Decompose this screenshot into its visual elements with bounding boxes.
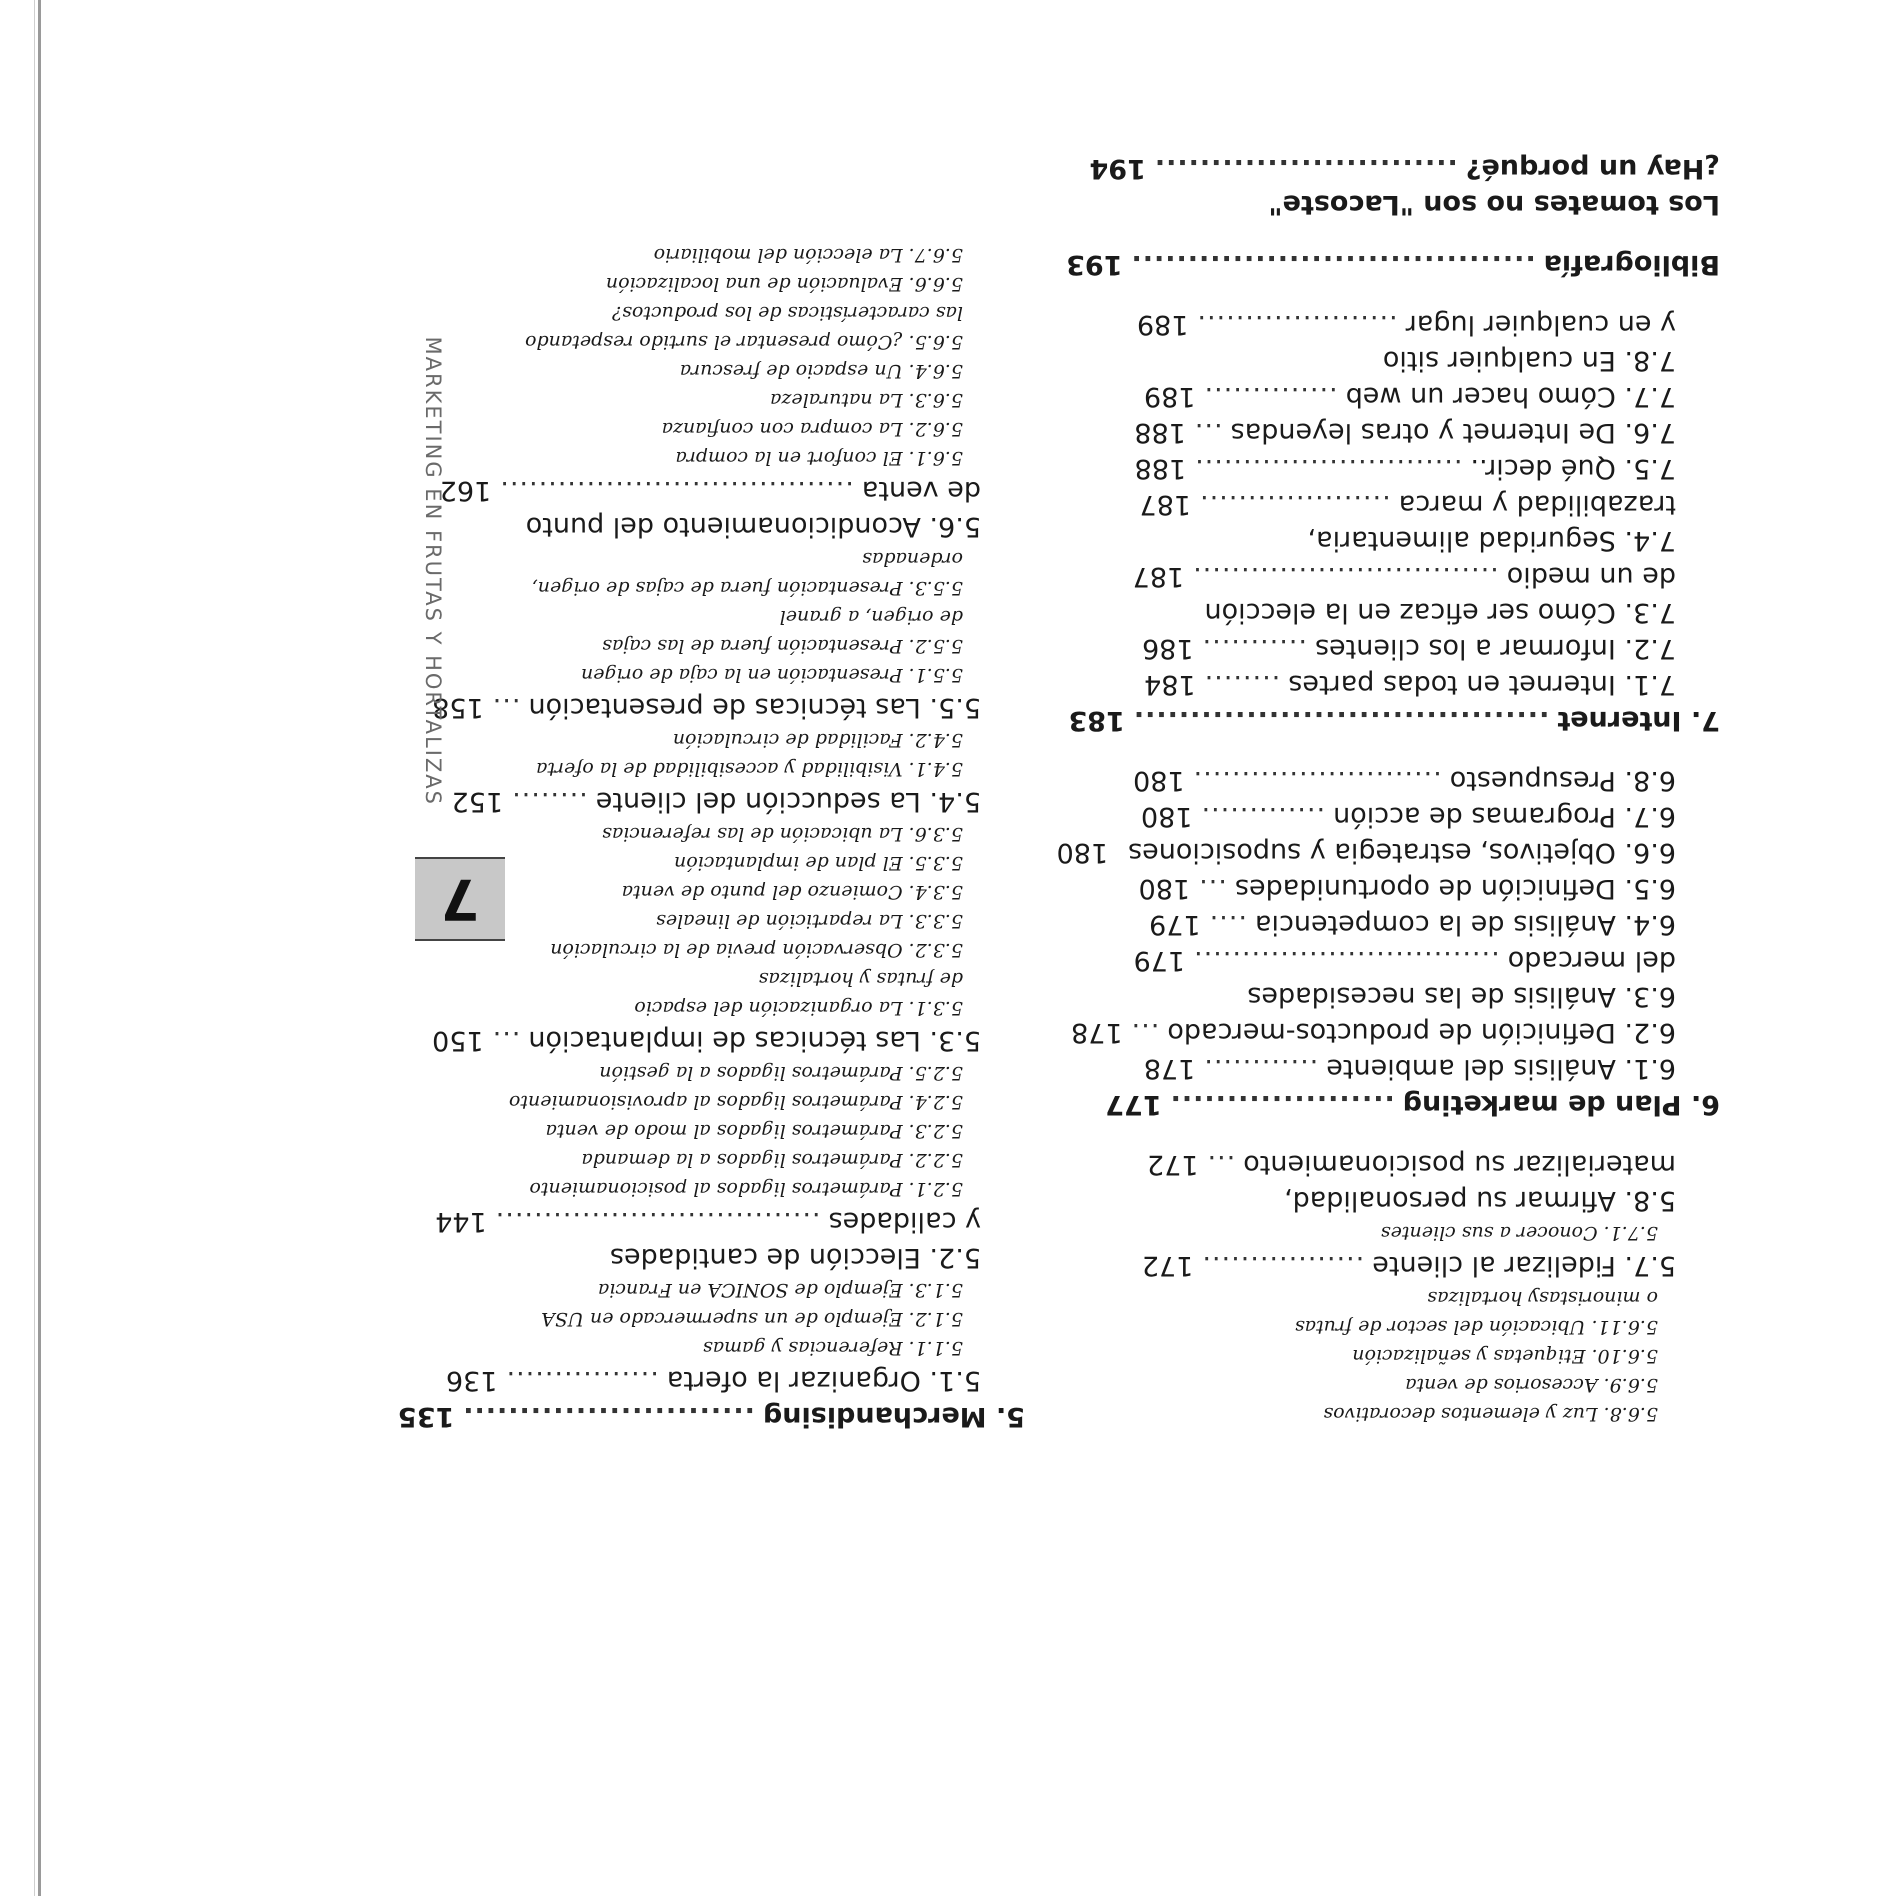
dot-leader: ........	[1203, 669, 1281, 700]
toc-entry-title: 7.2. Informar a los clientes	[1315, 633, 1676, 664]
toc-entry-level-3	[1000, 1341, 1720, 1370]
toc-entry-title: 5.5. Las técnicas de presentación	[528, 692, 981, 723]
toc-entry-title: 5.4. La seducción del cliente	[595, 786, 981, 817]
toc-entry-level-3	[305, 1174, 1025, 1203]
toc-page-number: 187	[1132, 561, 1185, 592]
toc-entry-level-3	[305, 385, 1025, 414]
toc-entry-row	[1000, 558, 1676, 594]
toc-entry-title: del mercado	[1507, 945, 1676, 976]
toc-entry-title: 5.5.3. Presentación fuera de cajas de origen,	[531, 577, 963, 599]
toc-entry-level-3	[305, 819, 1025, 848]
toc-entry-row	[305, 1022, 981, 1058]
toc-entry-title: 5.2.2. Parámetros ligados a la demanda	[581, 1149, 963, 1171]
toc-page-number: 150	[432, 1025, 484, 1056]
toc-page-number: 162	[439, 475, 492, 506]
dot-leader: ...	[1130, 1017, 1160, 1048]
toc-entry-level-3	[305, 935, 1025, 964]
dot-leader: ............................	[1194, 453, 1463, 484]
toc-entry-title: 5.5.2. Presentación fuera de las cajas	[602, 635, 963, 657]
toc-entry-level-2	[1000, 834, 1720, 870]
toc-entry-row	[1000, 666, 1676, 702]
toc-entry-title: 5.2.4. Parámetros ligados al aprovisionamiento	[508, 1091, 963, 1113]
toc-page-number: 158	[432, 692, 484, 723]
toc-entry-level-2	[1000, 414, 1720, 450]
toc-entry-row	[305, 1203, 981, 1239]
toc-entry-title: las características de los productos?	[612, 302, 963, 324]
toc-page-number: 152	[451, 786, 504, 817]
toc-entry-level-3	[305, 240, 1025, 269]
toc-entry-row	[1000, 1247, 1676, 1283]
toc-entry-level-2	[1000, 870, 1720, 906]
toc-entry-level-3	[305, 1087, 1025, 1116]
toc-entry-level-3	[305, 298, 1025, 356]
toc-entry-level-3	[305, 1116, 1025, 1145]
toc-entry-title: 5.3.3. La repartición de lineales	[656, 910, 963, 932]
toc-entry-title: Bibliografía	[1543, 249, 1720, 280]
toc-entry-row	[1000, 150, 1720, 186]
dot-leader: .....................	[1196, 309, 1398, 340]
toc-entry-level-3	[1000, 1218, 1720, 1247]
toc-entry-level-1	[1000, 1086, 1720, 1122]
toc-entry-title: 5.2.5. Parámetros ligados a la gestión	[599, 1062, 963, 1084]
dot-leader: ........	[511, 786, 588, 817]
toc-page-number: 172	[1146, 1149, 1199, 1180]
toc-entry-level-3	[305, 964, 1025, 1022]
toc-entry-title: 7.5. Qué decir..	[1470, 453, 1676, 484]
dot-leader: ..............	[1203, 381, 1338, 412]
toc-page-number: 180	[1133, 765, 1185, 796]
toc-entry-title: 5.6.5. ¿Cómo presentar el surtido respetando	[525, 331, 963, 353]
toc-entry-title: 6.6. Objetivos, estrategia y suposiciones	[1128, 837, 1676, 868]
toc-page-number: 179	[1133, 945, 1186, 976]
toc-entry-level-3	[305, 544, 1025, 602]
toc-entry-level-2	[1000, 630, 1720, 666]
toc-entry-row	[1000, 450, 1676, 486]
dot-leader: ...	[1193, 417, 1223, 448]
toc-entry-title: y en cualquier lugar	[1405, 309, 1676, 340]
toc-entry-level-2	[305, 1203, 1025, 1275]
dot-leader: ....................	[1169, 1089, 1395, 1120]
toc-entry-row	[1000, 1014, 1676, 1050]
dot-leader: ................................	[1192, 561, 1499, 592]
toc-entry-title: 5.6.2. La compra con confianza	[661, 418, 963, 440]
dot-leader: ............	[1203, 1053, 1319, 1084]
dot-leader: .....................................	[1132, 705, 1550, 736]
toc-page-number: 180	[1056, 837, 1109, 868]
toc-entry-level-2	[305, 472, 1025, 544]
toc-entry-level-3	[305, 848, 1025, 877]
toc-entry-title: 5.8. Afirmar su personalidad,	[1283, 1185, 1676, 1216]
dot-leader: ....................	[1199, 489, 1391, 520]
toc-entry-title: 5.3.4. Comienzo del punto de venta	[621, 881, 963, 903]
toc-entry-title: 5.2.1. Parámetros ligados al posicionamiento	[529, 1178, 963, 1200]
toc-entry-title: 7.1. Internet en todas partes	[1288, 669, 1676, 700]
toc-entry-row	[305, 472, 981, 508]
toc-entry-row	[305, 1362, 981, 1398]
toc-entry-title: 5.6.3. La naturaleza	[770, 389, 963, 411]
dot-leader: ...	[491, 1025, 521, 1056]
dot-leader: .............	[1200, 801, 1326, 832]
toc-column-second	[1000, 150, 1720, 1428]
toc-page-number: 179	[1149, 909, 1201, 940]
toc-entry-level-1	[1000, 702, 1720, 738]
toc-page-number: 193	[1066, 249, 1123, 280]
toc-entry-title: 6. Plan de marketing	[1402, 1089, 1720, 1120]
dot-leader: ..........................	[1192, 765, 1442, 796]
dot-leader: ....	[1208, 909, 1247, 940]
dot-leader: ...	[1198, 873, 1227, 904]
toc-entry-title: de venta	[861, 475, 981, 506]
toc-entry-level-2	[305, 689, 1025, 725]
toc-entry-level-2	[1000, 1050, 1720, 1086]
toc-entry-title: 6.8. Presupuesto	[1449, 765, 1676, 796]
toc-entry-title: 5.1. Organizar la oferta	[666, 1365, 981, 1396]
toc-entry-title: 7.8. En cualquier sitio	[1382, 345, 1676, 376]
toc-entry-title: y calidades	[828, 1206, 981, 1237]
toc-entry-row	[1000, 870, 1676, 906]
toc-page-number: 177	[1105, 1089, 1162, 1120]
toc-entry-title: 6.1. Análisis del ambiente	[1326, 1053, 1676, 1084]
toc-entry-level-3	[305, 1058, 1025, 1087]
toc-page-number: 194	[1089, 153, 1146, 184]
toc-entry-row	[305, 783, 981, 819]
toc-page-number: 172	[1141, 1250, 1194, 1281]
toc-entry-level-2	[1000, 558, 1720, 630]
toc-page-number: 184	[1144, 669, 1196, 700]
toc-entry-title: o minoristasy hortalizas	[1427, 1287, 1658, 1309]
toc-entry-level-3	[305, 1275, 1025, 1304]
toc-page-number: 188	[1134, 453, 1187, 484]
toc-entry-title: 5. Merchandising	[762, 1401, 1025, 1432]
toc-page-number: 189	[1143, 381, 1196, 412]
toc-page-number: 180	[1138, 873, 1191, 904]
chapter-tab	[415, 857, 505, 941]
toc-entry-level-2	[1000, 450, 1720, 486]
toc-entry-title: 5.6.9. Accesorios de venta	[1405, 1374, 1658, 1396]
toc-entry-level-2	[1000, 666, 1720, 702]
toc-entry-level-3	[305, 443, 1025, 472]
toc-entry-level-3	[1000, 1370, 1720, 1399]
toc-entry-title: 5.6. Acondicionamiento del punto	[525, 511, 981, 542]
toc-page-number: 189	[1136, 309, 1189, 340]
dot-leader: ................	[505, 1365, 659, 1396]
toc-entry-title: 6.2. Definición de productos-mercado	[1167, 1017, 1676, 1048]
toc-entry-title: 6.3. Análisis de las necesidades	[1247, 981, 1676, 1012]
toc-entry-row	[305, 689, 981, 725]
toc-entry-title: 7.3. Cómo ser eficaz en la elección	[1204, 597, 1676, 628]
toc-entry-title: 5.3.5. El plan de implantación	[674, 852, 963, 874]
toc-entry-level-3	[305, 906, 1025, 935]
toc-entry-level-2	[1000, 306, 1720, 378]
toc-entry-row	[1000, 1146, 1676, 1182]
toc-entry-row	[1000, 246, 1720, 282]
toc-entry-level-2	[305, 1362, 1025, 1398]
toc-entry-level-2	[1000, 1247, 1720, 1283]
toc-entry-row	[1000, 630, 1676, 666]
toc-entry-title: 6.5. Definición de oportunidades	[1234, 873, 1676, 904]
toc-entry-title: 5.7. Fidelizar al cliente	[1372, 1250, 1676, 1281]
toc-entry-row	[1000, 306, 1676, 342]
toc-entry-row	[1000, 942, 1676, 978]
dot-leader: ..................................	[494, 1206, 821, 1237]
toc-entry-level-3	[305, 877, 1025, 906]
toc-entry-row	[1000, 378, 1676, 414]
toc-entry-title: 5.3.2. Observación previa de la circulación	[550, 939, 963, 961]
dot-leader: ...	[1206, 1149, 1236, 1180]
toc-entry-row	[1000, 762, 1676, 798]
toc-entry-level-3	[305, 269, 1025, 298]
toc-entry-level-2	[1000, 942, 1720, 1014]
toc-entry-level-2	[1000, 762, 1720, 798]
running-head: MARKETING EN FRUTAS Y HORTALIZAS	[421, 336, 445, 806]
toc-entry-title: ordenadas	[862, 548, 963, 570]
toc-entry-title: 5.7.1. Conocer a sus clientes	[1380, 1222, 1658, 1244]
toc-entry-level-1	[305, 1398, 1025, 1434]
toc-entry-level-3	[305, 602, 1025, 660]
toc-page-number: 180	[1140, 801, 1193, 832]
toc-entry-row	[1000, 702, 1720, 738]
toc-entry-level-1	[1000, 246, 1720, 282]
toc-page-number: 188	[1134, 417, 1186, 448]
toc-entry-title: 5.6.6. Evaluación de una localización	[605, 273, 963, 295]
toc-entry-level-2	[1000, 798, 1720, 834]
toc-entry-title: 5.1.3. Ejemplo de SONICA en Francia	[597, 1279, 963, 1301]
dot-leader: .....................................	[499, 475, 854, 506]
dot-leader: ...	[491, 692, 521, 723]
toc-entry-level-3	[305, 1145, 1025, 1174]
toc-entry-title: 5.2. Elección de cantidades	[609, 1242, 981, 1273]
chapter-tab-number: 7	[440, 866, 480, 932]
toc-entry-title: 5.6.10. Etiquetas y señalización	[1352, 1345, 1658, 1367]
dot-leader: ................................	[1193, 945, 1500, 976]
toc-entry-title: trazabilidad y marca	[1398, 489, 1676, 520]
toc-entry-level-3	[305, 414, 1025, 443]
toc-entry-title: 5.6.4. Un espacio de frescura	[679, 360, 963, 382]
toc-entry-row	[1000, 1086, 1720, 1122]
toc-page-number: 178	[1071, 1017, 1123, 1048]
toc-entry-title: 5.6.1. El confort en la compra	[675, 447, 963, 469]
toc-entry-title: 5.4.2. Facilidad de circulación	[672, 729, 963, 751]
toc-entry-level-2	[1000, 1014, 1720, 1050]
toc-entry-title: 6.7. Programas de acción	[1333, 801, 1676, 832]
toc-entry-title: 7.4. Seguridad alimentaria,	[1307, 525, 1676, 556]
toc-page-number: 186	[1142, 633, 1194, 664]
toc-entry-title: 5.3.6. La ubicación de las referencias	[602, 823, 963, 845]
toc-entry-title: de un medio	[1506, 561, 1676, 592]
toc-entry-level-2	[1000, 378, 1720, 414]
toc-page-number: 144	[435, 1206, 487, 1237]
toc-entry-row	[1000, 834, 1676, 870]
dot-leader: ...........	[1201, 633, 1307, 664]
toc-entry-level-2	[1000, 906, 1720, 942]
toc-page-number: 183	[1068, 705, 1125, 736]
toc-entry-level-2	[1000, 486, 1720, 558]
toc-entry-level-3	[305, 356, 1025, 385]
toc-entry-title: 5.6.8. Luz y elementos decorativos	[1323, 1403, 1658, 1425]
toc-entry-title: 5.2.3. Parámetros ligados al modo de venta	[545, 1120, 963, 1142]
toc-entry-level-2	[305, 1022, 1025, 1058]
toc-entry-level-3	[305, 725, 1025, 754]
toc-entry-level-3	[305, 1333, 1025, 1362]
toc-column-first	[305, 240, 1025, 1434]
toc-entry-level-3	[305, 754, 1025, 783]
toc-entry-title: 5.6.11. Ubicación del sector de frutas	[1294, 1316, 1658, 1338]
toc-entry-level-3	[305, 660, 1025, 689]
toc-entry-level-3	[1000, 1283, 1720, 1341]
toc-entry-title: 5.1.1. Referencias y gamas	[702, 1337, 963, 1359]
toc-entry-row	[1000, 486, 1676, 522]
dot-leader: .................	[1201, 1250, 1365, 1281]
toc-entry-title: 5.1.2. Ejemplo de un supermercado en USA	[541, 1308, 963, 1330]
dot-leader: ..........................	[462, 1401, 755, 1432]
toc-page-number: 187	[1139, 489, 1192, 520]
toc-entry-title: 5.4.1. Visibilidad y accesibilidad de la oferta	[536, 758, 963, 780]
toc-entry-title: 5.3. Las técnicas de implantación	[528, 1025, 981, 1056]
toc-entry-title: 5.3.1. La organización del espacio	[634, 997, 963, 1019]
toc-entry-title: de frutas y hortalizas	[758, 968, 963, 990]
toc-entry-level-3	[305, 1304, 1025, 1333]
toc-entry-title: 7.7. Cómo hacer un web	[1345, 381, 1676, 412]
dot-leader: ...........................	[1153, 153, 1458, 184]
toc-entry-title: ¿Hay un porqué?	[1465, 153, 1720, 184]
toc-entry-level-1	[1000, 150, 1720, 222]
toc-entry-row	[1000, 798, 1676, 834]
toc-entry-row	[1000, 906, 1676, 942]
toc-entry-level-2	[305, 783, 1025, 819]
toc-entry-title: 7.6. De Internet y otras leyendas	[1230, 417, 1676, 448]
toc-entry-title: de origen, a granel	[779, 606, 963, 628]
toc-entry-title: 7. Internet	[1557, 705, 1720, 736]
toc-entry-title: materializar su posicionamiento	[1243, 1149, 1676, 1180]
dot-leader: ....................................	[1130, 249, 1536, 280]
toc-entry-title: Los tomates no son "Lacoste"	[1268, 189, 1720, 220]
toc-entry-title: 5.6.7. La elección del mobiliario	[653, 244, 963, 266]
toc-page-number: 136	[445, 1365, 498, 1396]
toc-entry-level-2	[1000, 1146, 1720, 1218]
toc-entry-title: 6.4. Análisis de la competencia	[1254, 909, 1676, 940]
toc-entry-level-3	[1000, 1399, 1720, 1428]
toc-entry-row	[305, 1398, 1025, 1434]
toc-entry-row	[1000, 414, 1676, 450]
toc-entry-title: 5.5.1. Presentación en la caja de origen	[580, 664, 963, 686]
toc-entry-row	[1000, 1050, 1676, 1086]
toc-page-number: 135	[397, 1401, 455, 1432]
toc-page-number: 178	[1143, 1053, 1196, 1084]
